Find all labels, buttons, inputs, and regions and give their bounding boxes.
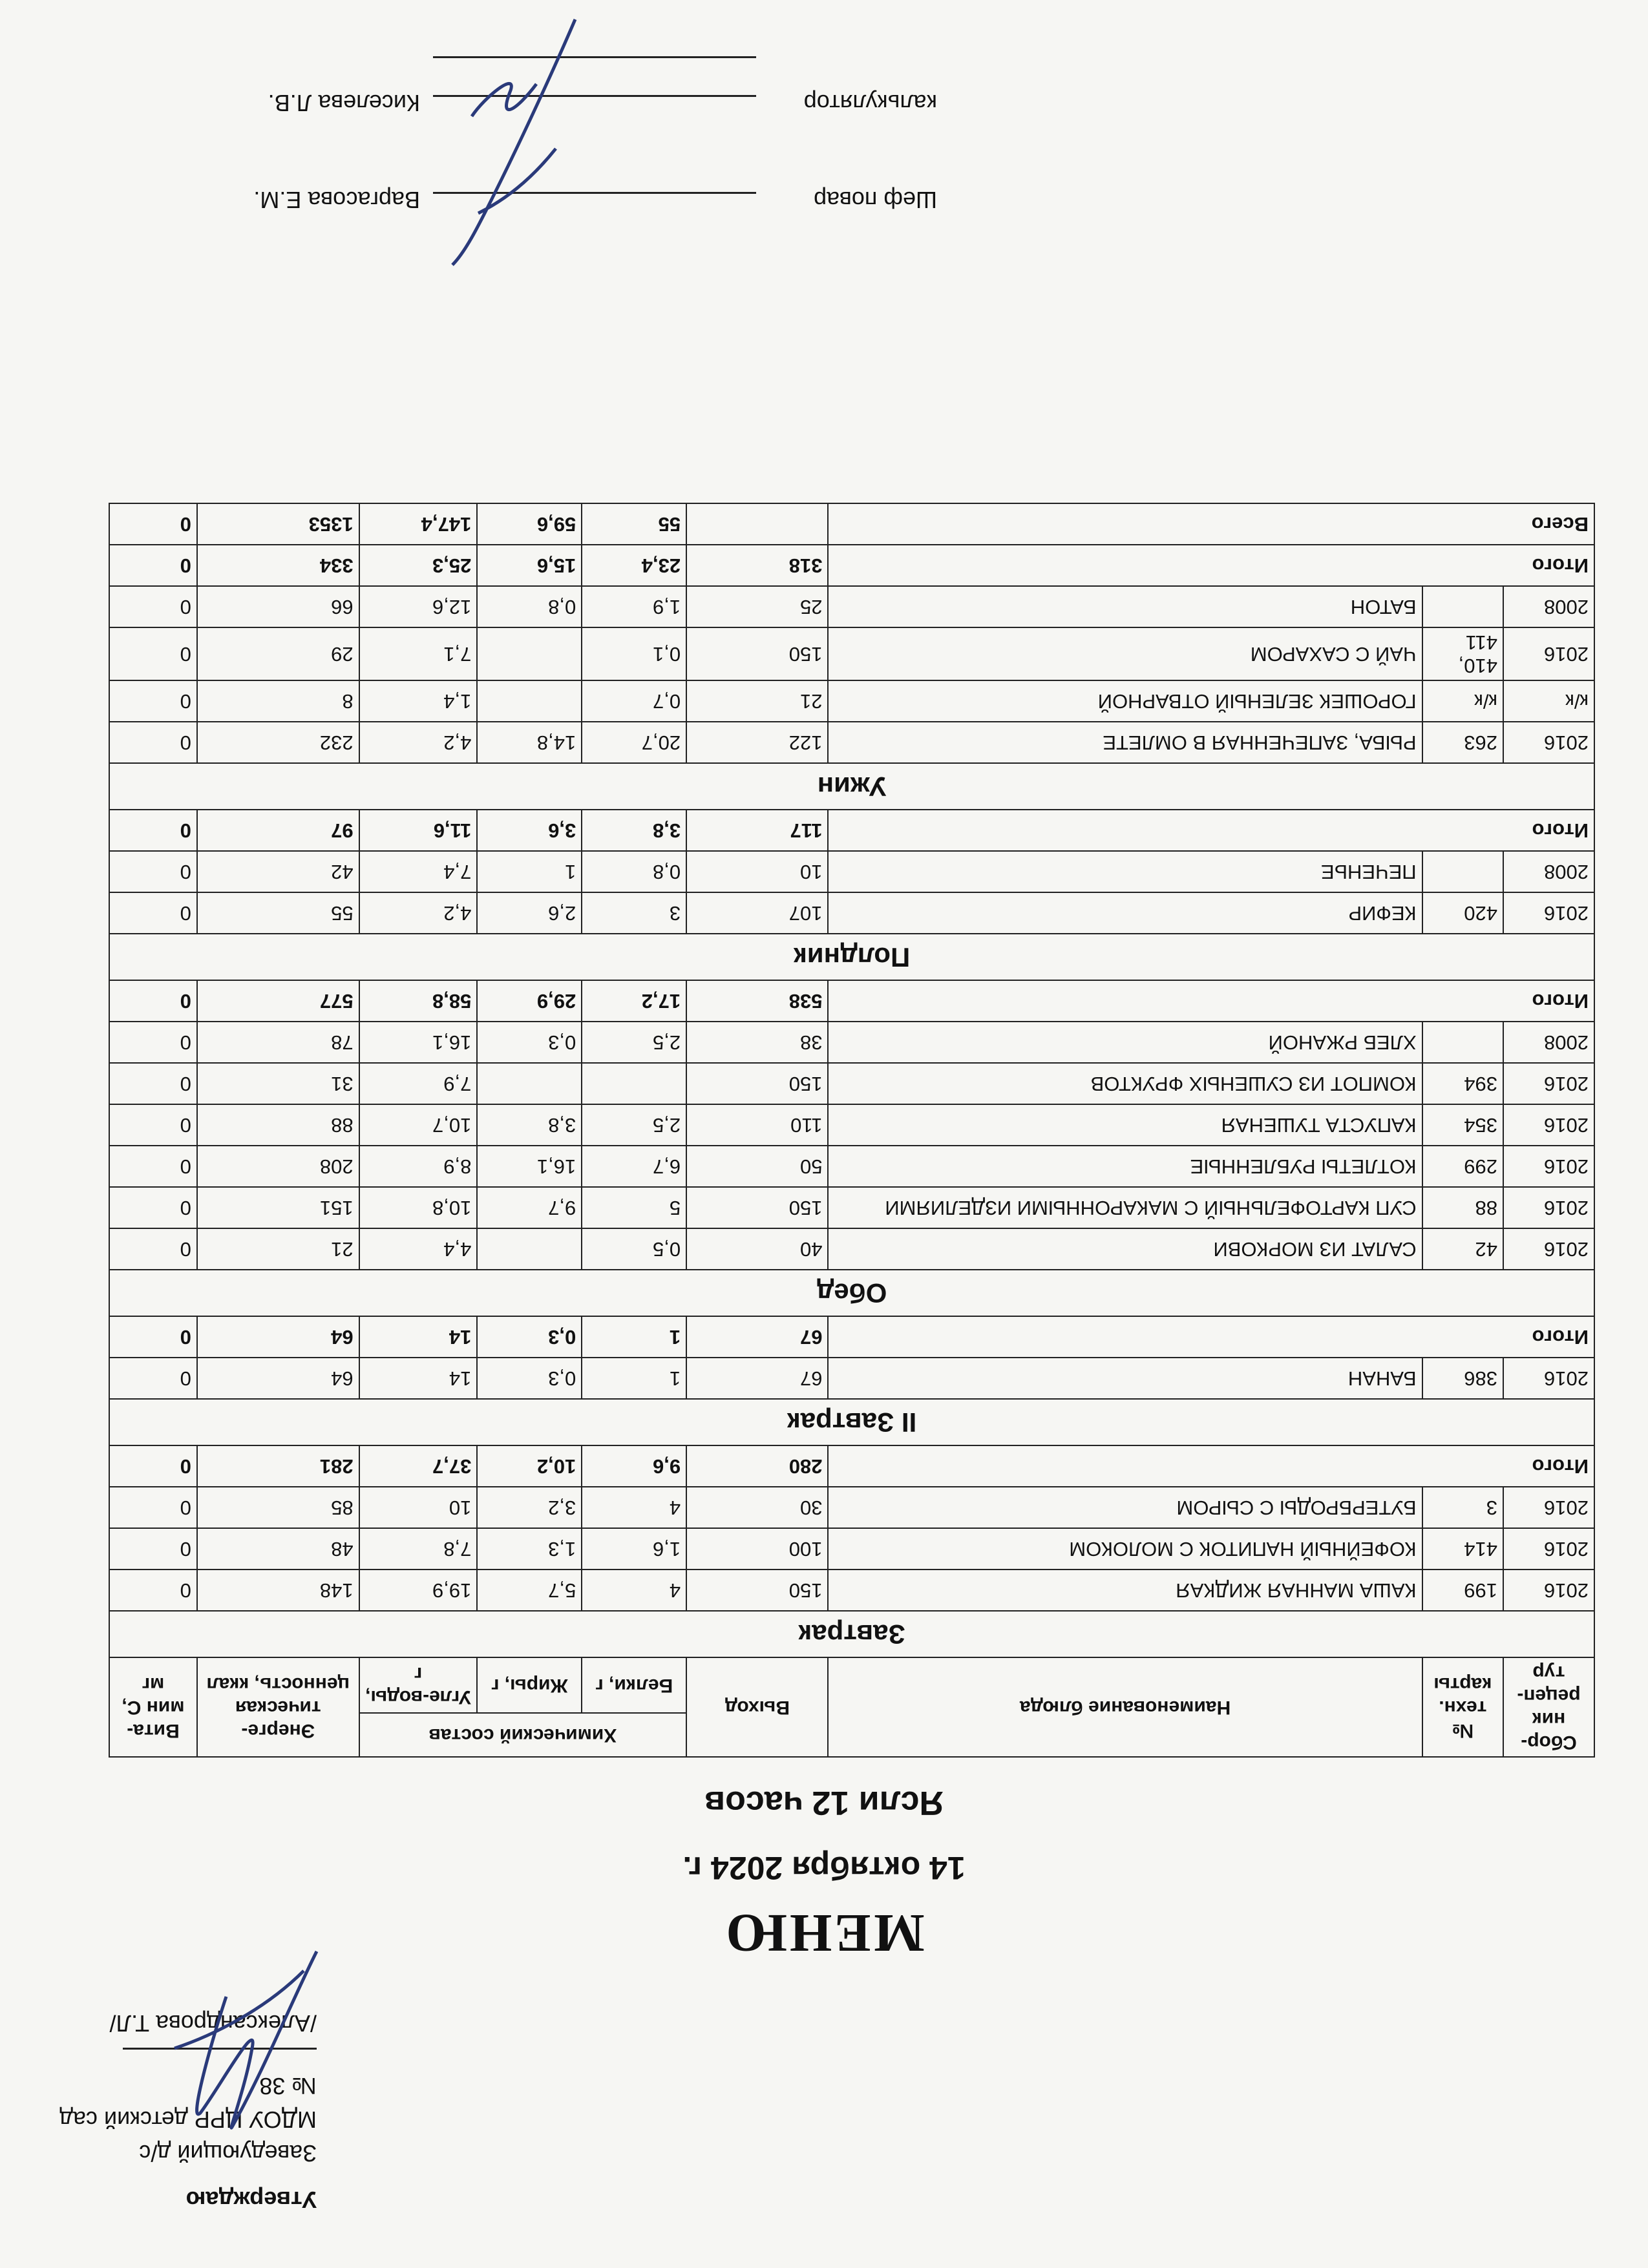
cell-out: 107 <box>686 892 828 934</box>
cell-collection: к/к <box>1503 680 1594 722</box>
section-title: Завтрак <box>109 1611 1594 1657</box>
cell-card: к/к <box>1422 680 1503 722</box>
cell-c: 4,4 <box>359 1228 478 1270</box>
cell-v: 0 <box>109 627 197 680</box>
cell-dish: БУТЕРБРОДЫ С СЫРОМ <box>829 1487 1422 1528</box>
total-e: 281 <box>197 1445 359 1487</box>
cell-c: 19,9 <box>359 1570 478 1611</box>
section-header-row <box>109 1611 1594 1657</box>
cell-out: 150 <box>686 627 828 680</box>
total-p: 23,4 <box>582 545 686 586</box>
grand-total-e: 1353 <box>197 503 359 545</box>
cell-e: 66 <box>197 586 359 627</box>
total-label: Итого <box>829 1316 1595 1358</box>
cell-f: 14,8 <box>477 722 582 763</box>
menu-title: МЕНЮ <box>723 1903 925 1963</box>
header-card: № техн. карты <box>1422 1657 1503 1757</box>
cell-collection: 2016 <box>1503 1104 1594 1146</box>
table-row <box>109 892 1594 934</box>
cell-p: 2,5 <box>582 1022 686 1063</box>
cell-dish: КОФЕЙНЫЙ НАПИТОК С МОЛОКОМ <box>829 1528 1422 1570</box>
menu-date: 14 октября 2024 г. <box>682 1850 966 1886</box>
cell-card: 88 <box>1422 1187 1503 1228</box>
total-f: 29,9 <box>477 980 582 1022</box>
header-chemical: Химический состав <box>359 1714 687 1758</box>
cell-f: 3,2 <box>477 1487 582 1528</box>
director-signature-icon <box>149 1932 343 2165</box>
cell-p: 4 <box>582 1487 686 1528</box>
total-v: 0 <box>109 545 197 586</box>
cell-p: 5 <box>582 1187 686 1228</box>
cell-p: 0,8 <box>582 851 686 892</box>
cell-e: 55 <box>197 892 359 934</box>
total-v: 0 <box>109 1445 197 1487</box>
cell-e: 232 <box>197 722 359 763</box>
total-row <box>109 810 1594 851</box>
header-energy: Энерге-тическая ценность, ккал <box>197 1657 359 1757</box>
cell-out: 25 <box>686 586 828 627</box>
section-header-row <box>109 1399 1594 1445</box>
cell-dish: БАТОН <box>829 586 1422 627</box>
total-f: 3,6 <box>477 810 582 851</box>
section-title: Ужин <box>109 763 1594 810</box>
total-label: Итого <box>829 810 1595 851</box>
total-c: 25,3 <box>359 545 478 586</box>
cell-out: 21 <box>686 680 828 722</box>
cell-out: 50 <box>686 1146 828 1187</box>
cell-card: 420 <box>1422 892 1503 934</box>
cell-collection: 2008 <box>1503 1022 1594 1063</box>
total-out: 538 <box>686 980 828 1022</box>
total-label: Итого <box>829 980 1595 1022</box>
section-title: II Завтрак <box>109 1399 1594 1445</box>
total-label: Итого <box>829 545 1595 586</box>
cell-c: 8,9 <box>359 1146 478 1187</box>
section-header-row <box>109 934 1594 980</box>
total-e: 97 <box>197 810 359 851</box>
total-p: 1 <box>582 1316 686 1358</box>
total-e: 334 <box>197 545 359 586</box>
cell-p: 3 <box>582 892 686 934</box>
cell-c: 7,1 <box>359 627 478 680</box>
cell-f: 5,7 <box>477 1570 582 1611</box>
cell-v: 0 <box>109 851 197 892</box>
cell-out: 100 <box>686 1528 828 1570</box>
cell-card <box>1422 1022 1503 1063</box>
total-c: 37,7 <box>359 1445 478 1487</box>
cell-p: 0,5 <box>582 1228 686 1270</box>
section-header-row <box>109 1270 1594 1316</box>
cell-v: 0 <box>109 1528 197 1570</box>
header-collection: Сбор-ник рецеп-тур <box>1503 1657 1594 1757</box>
cell-f <box>477 680 582 722</box>
cell-dish: КОМПОТ ИЗ СУШЕНЫХ ФРУКТОВ <box>829 1063 1422 1104</box>
cell-collection: 2016 <box>1503 1570 1594 1611</box>
cell-dish: ХЛЕБ РЖАНОЙ <box>829 1022 1422 1063</box>
cell-card: 199 <box>1422 1570 1503 1611</box>
cell-p: 0,7 <box>582 680 686 722</box>
cell-dish: САЛАТ ИЗ МОРКОВИ <box>829 1228 1422 1270</box>
cell-c: 7,9 <box>359 1063 478 1104</box>
total-row <box>109 980 1594 1022</box>
cell-out: 30 <box>686 1487 828 1528</box>
cell-out: 38 <box>686 1022 828 1063</box>
header-output: Выход <box>686 1657 828 1757</box>
signature-position: калькулятор <box>803 90 937 116</box>
cell-e: 48 <box>197 1528 359 1570</box>
total-out: 117 <box>686 810 828 851</box>
cell-collection: 2016 <box>1503 892 1594 934</box>
cell-c: 4,2 <box>359 722 478 763</box>
cell-v: 0 <box>109 1187 197 1228</box>
header-dish: Наименование блюда <box>829 1657 1422 1757</box>
total-c: 11,6 <box>359 810 478 851</box>
cell-e: 21 <box>197 1228 359 1270</box>
cell-out: 150 <box>686 1063 828 1104</box>
cell-p: 1,6 <box>582 1528 686 1570</box>
cell-v: 0 <box>109 722 197 763</box>
grand-total-row <box>109 503 1594 545</box>
cell-c: 16,1 <box>359 1022 478 1063</box>
cell-card: 354 <box>1422 1104 1503 1146</box>
cell-v: 0 <box>109 586 197 627</box>
cell-card: 394 <box>1422 1063 1503 1104</box>
cell-v: 0 <box>109 680 197 722</box>
signature-name: Киселева Л.В. <box>268 90 420 116</box>
cell-f <box>477 1063 582 1104</box>
cell-e: 88 <box>197 1104 359 1146</box>
cell-p: 6,7 <box>582 1146 686 1187</box>
cell-card: 263 <box>1422 722 1503 763</box>
grand-total-v: 0 <box>109 503 197 545</box>
table-row <box>109 1146 1594 1187</box>
total-row <box>109 1445 1594 1487</box>
cell-p: 0,1 <box>582 627 686 680</box>
table-row <box>109 1570 1594 1611</box>
signature-position: Шеф повар <box>814 187 937 213</box>
cell-c: 1,4 <box>359 680 478 722</box>
grand-total-label: Всего <box>829 503 1595 545</box>
cell-e: 148 <box>197 1570 359 1611</box>
menu-group: Ясли 12 часов <box>704 1784 944 1822</box>
approval-organization: МДОУ ЦРР детский сад № 38 <box>59 2073 317 2133</box>
cell-e: 31 <box>197 1063 359 1104</box>
menu-table-body <box>109 503 1594 1657</box>
total-row <box>109 1316 1594 1358</box>
cell-f: 0,3 <box>477 1358 582 1399</box>
cell-card <box>1422 586 1503 627</box>
cell-f: 3,8 <box>477 1104 582 1146</box>
cell-card <box>1422 851 1503 892</box>
table-row <box>109 1358 1594 1399</box>
total-v: 0 <box>109 980 197 1022</box>
section-header-row <box>109 763 1594 810</box>
cell-out: 150 <box>686 1570 828 1611</box>
cell-out: 122 <box>686 722 828 763</box>
cell-card: 299 <box>1422 1146 1503 1187</box>
cell-p: 20,7 <box>582 722 686 763</box>
total-out: 280 <box>686 1445 828 1487</box>
cell-c: 7,8 <box>359 1528 478 1570</box>
table-row <box>109 586 1594 627</box>
cell-collection: 2016 <box>1503 1146 1594 1187</box>
cell-out: 40 <box>686 1228 828 1270</box>
table-row <box>109 1022 1594 1063</box>
cell-c: 4,2 <box>359 892 478 934</box>
cell-collection: 2016 <box>1503 1487 1594 1528</box>
cell-v: 0 <box>109 1487 197 1528</box>
cell-card: 410, 411 <box>1422 627 1503 680</box>
total-p: 3,8 <box>582 810 686 851</box>
cell-dish: КАША МАННАЯ ЖИДКАЯ <box>829 1570 1422 1611</box>
cell-dish: ГОРОШЕК ЗЕЛЕНЫЙ ОТВАРНОЙ <box>829 680 1422 722</box>
header-carbs: Угле-воды, г <box>359 1657 478 1714</box>
total-row <box>109 545 1594 586</box>
header-fat: Жиры, г <box>477 1657 582 1714</box>
cell-collection: 2016 <box>1503 1063 1594 1104</box>
cell-e: 8 <box>197 680 359 722</box>
cell-collection: 2008 <box>1503 851 1594 892</box>
total-v: 0 <box>109 810 197 851</box>
cell-f: 1 <box>477 851 582 892</box>
cell-v: 0 <box>109 1063 197 1104</box>
cell-out: 10 <box>686 851 828 892</box>
cell-p <box>582 1063 686 1104</box>
signature-name: Варгасова Е.М. <box>253 187 420 213</box>
cell-v: 0 <box>109 1104 197 1146</box>
cell-collection: 2016 <box>1503 1358 1594 1399</box>
cell-dish: СУП КАРТОФЕЛЬНЫЙ С МАКАРОННЫМИ ИЗДЕЛИЯМИ <box>829 1187 1422 1228</box>
cell-dish: ЧАЙ С САХАРОМ <box>829 627 1422 680</box>
total-p: 17,2 <box>582 980 686 1022</box>
cell-c: 10,7 <box>359 1104 478 1146</box>
total-f: 0,3 <box>477 1316 582 1358</box>
cell-c: 10 <box>359 1487 478 1528</box>
cell-c: 10,8 <box>359 1187 478 1228</box>
cell-f: 0,3 <box>477 1022 582 1063</box>
cell-e: 42 <box>197 851 359 892</box>
cell-f: 1,3 <box>477 1528 582 1570</box>
cell-f: 16,1 <box>477 1146 582 1187</box>
cell-dish: КОТЛЕТЫ РУБЛЕННЫЕ <box>829 1146 1422 1187</box>
header-protein: Белки, г <box>582 1657 686 1714</box>
total-f: 10,2 <box>477 1445 582 1487</box>
cell-e: 85 <box>197 1487 359 1528</box>
table-row <box>109 1528 1594 1570</box>
cell-dish: РЫБА, ЗАПЕЧЕННАЯ В ОМЛЕТЕ <box>829 722 1422 763</box>
cell-f: 9,7 <box>477 1187 582 1228</box>
total-out: 318 <box>686 545 828 586</box>
cell-f <box>477 627 582 680</box>
cell-out: 67 <box>686 1358 828 1399</box>
table-row <box>109 1228 1594 1270</box>
total-e: 64 <box>197 1316 359 1358</box>
table-header-row <box>109 1714 1594 1758</box>
table-row <box>109 1187 1594 1228</box>
section-title: Обед <box>109 1270 1594 1316</box>
cell-c: 12,6 <box>359 586 478 627</box>
cell-out: 150 <box>686 1187 828 1228</box>
cell-dish: ПЕЧЕНЬЕ <box>829 851 1422 892</box>
total-out: 67 <box>686 1316 828 1358</box>
cell-v: 0 <box>109 1358 197 1399</box>
cell-out: 110 <box>686 1104 828 1146</box>
cell-e: 29 <box>197 627 359 680</box>
chef-signature-icon <box>420 6 614 278</box>
header-vitamin: Вита-мин С, мг <box>109 1657 197 1757</box>
cell-e: 151 <box>197 1187 359 1228</box>
cell-e: 208 <box>197 1146 359 1187</box>
cell-card: 42 <box>1422 1228 1503 1270</box>
table-row <box>109 680 1594 722</box>
cell-card: 386 <box>1422 1358 1503 1399</box>
total-label: Итого <box>829 1445 1595 1487</box>
total-v: 0 <box>109 1316 197 1358</box>
cell-card: 3 <box>1422 1487 1503 1528</box>
cell-f <box>477 1228 582 1270</box>
grand-total-c: 147,4 <box>359 503 478 545</box>
section-title: Полдник <box>109 934 1594 980</box>
total-f: 15,6 <box>477 545 582 586</box>
cell-collection: 2008 <box>1503 586 1594 627</box>
cell-dish: КАПУСТА ТУШЕНАЯ <box>829 1104 1422 1146</box>
cell-dish: БАНАН <box>829 1358 1422 1399</box>
approval-position: Заведующий д/с <box>139 2140 317 2167</box>
table-row <box>109 1104 1594 1146</box>
cell-card: 414 <box>1422 1528 1503 1570</box>
cell-collection: 2016 <box>1503 1187 1594 1228</box>
cell-p: 1 <box>582 1358 686 1399</box>
table-row <box>109 851 1594 892</box>
cell-e: 78 <box>197 1022 359 1063</box>
approval-heading: Утверждаю <box>185 2187 317 2213</box>
cell-dish: КЕФИР <box>829 892 1422 934</box>
cell-f: 2,6 <box>477 892 582 934</box>
grand-total-out <box>686 503 828 545</box>
cell-collection: 2016 <box>1503 1228 1594 1270</box>
cell-c: 7,4 <box>359 851 478 892</box>
menu-table <box>109 503 1595 1758</box>
cell-e: 64 <box>197 1358 359 1399</box>
cell-c: 14 <box>359 1358 478 1399</box>
grand-total-p: 55 <box>582 503 686 545</box>
cell-f: 0,8 <box>477 586 582 627</box>
approval-name: /Александрова Т.Л/ <box>109 2010 317 2037</box>
total-c: 14 <box>359 1316 478 1358</box>
table-row <box>109 722 1594 763</box>
cell-v: 0 <box>109 1146 197 1187</box>
cell-p: 1,9 <box>582 586 686 627</box>
cell-collection: 2016 <box>1503 722 1594 763</box>
table-row <box>109 1487 1594 1528</box>
cell-v: 0 <box>109 892 197 934</box>
table-row <box>109 1063 1594 1104</box>
cell-collection: 2016 <box>1503 627 1594 680</box>
cell-v: 0 <box>109 1570 197 1611</box>
table-row <box>109 627 1594 680</box>
total-e: 577 <box>197 980 359 1022</box>
grand-total-f: 59,6 <box>477 503 582 545</box>
cell-p: 4 <box>582 1570 686 1611</box>
cell-p: 2,5 <box>582 1104 686 1146</box>
cell-v: 0 <box>109 1022 197 1063</box>
cell-collection: 2016 <box>1503 1528 1594 1570</box>
total-p: 9,6 <box>582 1445 686 1487</box>
cell-v: 0 <box>109 1228 197 1270</box>
total-c: 58,8 <box>359 980 478 1022</box>
